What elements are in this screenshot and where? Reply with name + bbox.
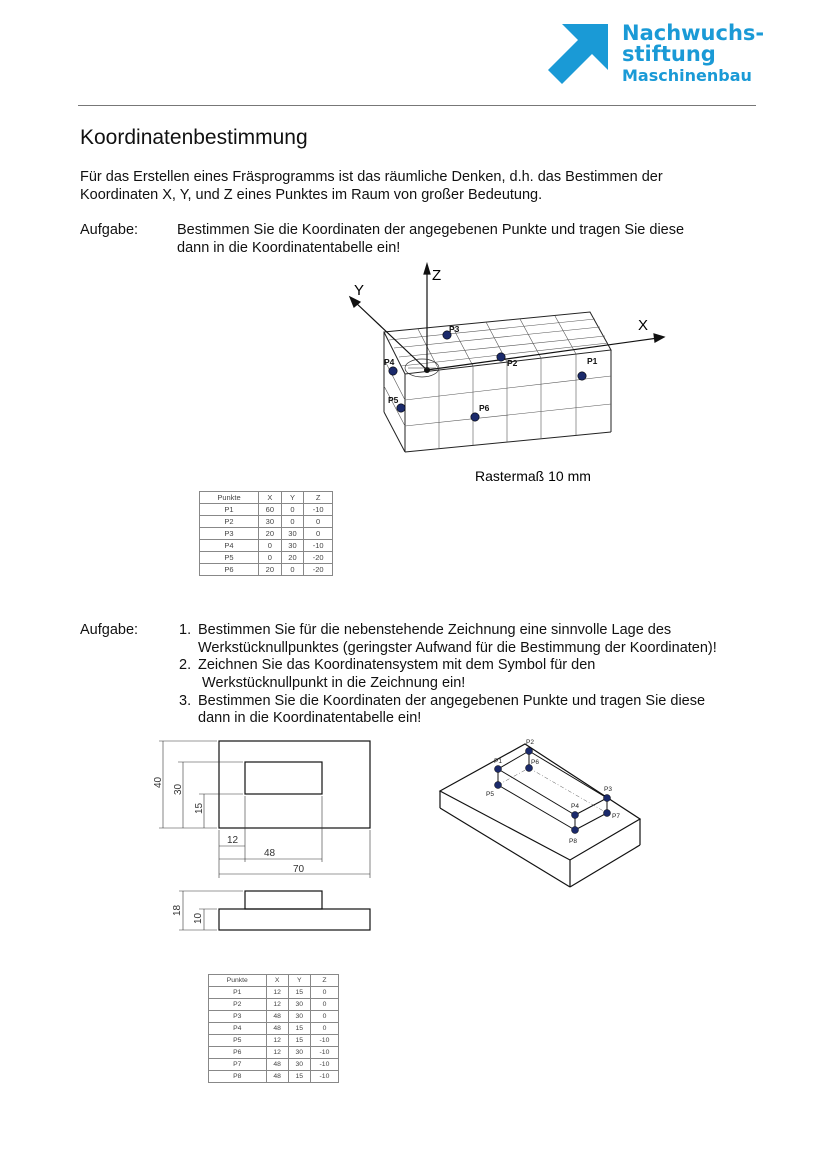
- dim-40: 40: [153, 776, 164, 788]
- dim-18: 18: [172, 904, 183, 916]
- table-row: [200, 504, 333, 516]
- label-p5: P5: [486, 791, 494, 798]
- point-p4: [389, 367, 397, 375]
- table-cell: 30: [281, 540, 304, 552]
- task1-line-1: Bestimmen Sie die Koordinaten der angegebenen Punkte und tragen Sie diese: [177, 222, 685, 238]
- task1-line-2: dann in die Koordinatentabelle ein!: [177, 240, 401, 256]
- isometric-drawing-2: [430, 733, 660, 893]
- coordinate-table-2: [208, 974, 339, 1083]
- header-cell: Punkte: [200, 492, 259, 504]
- label-p6: P6: [531, 759, 539, 766]
- dim-48: 48: [264, 848, 276, 859]
- header-cell: Z: [310, 975, 338, 987]
- table-cell: 30: [288, 999, 310, 1011]
- task2-item-1-num: 1.: [179, 622, 192, 638]
- table-cell: 30: [288, 1059, 310, 1071]
- coordinate-table-1: [199, 491, 333, 576]
- table-cell: P4: [209, 1023, 267, 1035]
- axis-x-label: X: [638, 317, 649, 334]
- table-cell: P5: [209, 1035, 267, 1047]
- header-cell: X: [266, 975, 288, 987]
- table-cell: -10: [304, 540, 333, 552]
- header-rule: [78, 105, 756, 106]
- table-cell: 30: [288, 1011, 310, 1023]
- table-cell: 12: [266, 987, 288, 999]
- table-cell: P3: [209, 1011, 267, 1023]
- table-cell: -10: [310, 1035, 338, 1047]
- header-cell: Y: [288, 975, 310, 987]
- header-cell: Y: [281, 492, 304, 504]
- table-cell: -10: [310, 1059, 338, 1071]
- label-p1: P1: [494, 758, 502, 765]
- table-cell: P6: [209, 1047, 267, 1059]
- task2-label: Aufgabe:: [80, 622, 139, 638]
- table-cell: 48: [266, 1011, 288, 1023]
- figure-1-isometric-block: [340, 262, 670, 492]
- label-p3: P3: [449, 324, 460, 334]
- table-cell: P6: [200, 564, 259, 576]
- dim-70: 70: [293, 864, 305, 875]
- point-p5: [397, 404, 405, 412]
- logo-line-3: Maschinenbau: [622, 66, 752, 85]
- table-cell: 15: [288, 1071, 310, 1083]
- table-cell: 15: [288, 987, 310, 999]
- axis-y-label: Y: [354, 282, 365, 299]
- dim-12: 12: [227, 835, 239, 846]
- table-row: [209, 1011, 339, 1023]
- table-row: [209, 1059, 339, 1071]
- point-p8: [572, 827, 579, 834]
- header-cell: X: [259, 492, 282, 504]
- dim-30: 30: [173, 783, 184, 795]
- dim-15: 15: [194, 802, 205, 814]
- label-p3: P3: [604, 786, 612, 793]
- point-p1: [495, 766, 502, 773]
- header-cell: Punkte: [209, 975, 267, 987]
- table-cell: -10: [310, 1071, 338, 1083]
- label-p4: P4: [571, 803, 579, 810]
- table-cell: 30: [259, 516, 282, 528]
- table-cell: 0: [304, 528, 333, 540]
- table-cell: 0: [281, 516, 304, 528]
- table-cell: 48: [266, 1059, 288, 1071]
- label-p1: P1: [587, 356, 598, 366]
- task2-item-3-line-2: dann in die Koordinatentabelle ein!: [198, 710, 422, 726]
- table-cell: -10: [304, 504, 333, 516]
- table-row: [200, 528, 333, 540]
- table-cell: P5: [200, 552, 259, 564]
- header-cell: Z: [304, 492, 333, 504]
- table-cell: 0: [310, 1023, 338, 1035]
- table-cell: P1: [209, 987, 267, 999]
- table-cell: 0: [310, 999, 338, 1011]
- label-p2: P2: [507, 358, 518, 368]
- label-p6: P6: [479, 403, 490, 413]
- table-cell: P2: [200, 516, 259, 528]
- table-row: [200, 540, 333, 552]
- task2-item-2-line-1: Zeichnen Sie das Koordinatensystem mit dem Symbol für den: [198, 657, 596, 673]
- table-cell: 20: [259, 564, 282, 576]
- table-row: [209, 1047, 339, 1059]
- grid-caption: Rastermaß 10 mm: [475, 468, 591, 484]
- table-cell: P7: [209, 1059, 267, 1071]
- table-cell: -20: [304, 564, 333, 576]
- logo-line-1: Nachwuchs-: [622, 21, 765, 45]
- table-cell: 48: [266, 1071, 288, 1083]
- logo-arrow-icon: [548, 22, 610, 84]
- table-row: [209, 987, 339, 999]
- table-cell: 48: [266, 1023, 288, 1035]
- table-row: [209, 1023, 339, 1035]
- point-p6: [471, 413, 479, 421]
- point-p5: [495, 782, 502, 789]
- page-title: Koordinatenbestimmung: [80, 126, 308, 149]
- table-row: [209, 1071, 339, 1083]
- table-cell: 12: [266, 999, 288, 1011]
- logo: [548, 21, 765, 86]
- table-cell: 0: [259, 540, 282, 552]
- point-p7: [604, 810, 611, 817]
- table-row: [209, 999, 339, 1011]
- point-p4: [572, 812, 579, 819]
- table-cell: 15: [288, 1035, 310, 1047]
- axis-z-label: Z: [432, 267, 442, 284]
- table-row: [200, 564, 333, 576]
- task2-item-2-num: 2.: [179, 657, 192, 673]
- point-p2: [526, 748, 533, 755]
- table-cell: 20: [259, 528, 282, 540]
- table-cell: -20: [304, 552, 333, 564]
- table-header-row: [209, 975, 339, 987]
- table-cell: 15: [288, 1023, 310, 1035]
- task2-item-3-num: 3.: [179, 693, 192, 709]
- table-row: [209, 1035, 339, 1047]
- task2-item-1-line-2: Werkstücknullpunktes (geringster Aufwand für die Bestimmung der Koordinaten)!: [198, 640, 717, 656]
- task2-item-2-line-2: Werkstücknullpunkt in die Zeichnung ein!: [198, 675, 466, 691]
- point-p2: [497, 353, 505, 361]
- label-p5: P5: [388, 395, 399, 405]
- table-cell: 30: [288, 1047, 310, 1059]
- table-cell: 0: [259, 552, 282, 564]
- dim-10: 10: [193, 912, 204, 924]
- table-cell: 12: [266, 1035, 288, 1047]
- table-cell: P1: [200, 504, 259, 516]
- intro-line-1: Für das Erstellen eines Fräsprogramms ist das räumliche Denken, d.h. das Bestimmen der: [80, 169, 663, 185]
- table-cell: 0: [304, 516, 333, 528]
- task2-item-1-line-1: Bestimmen Sie für die nebenstehende Zeichnung eine sinnvolle Lage des: [198, 622, 672, 638]
- label-p7: P7: [612, 813, 620, 820]
- table-cell: 0: [310, 1011, 338, 1023]
- table-row: [200, 552, 333, 564]
- technical-drawing-views: [145, 732, 385, 942]
- table-cell: 0: [310, 987, 338, 999]
- table-cell: 12: [266, 1047, 288, 1059]
- label-p4: P4: [384, 357, 395, 367]
- table-cell: 20: [281, 552, 304, 564]
- table-cell: P3: [200, 528, 259, 540]
- table-cell: 60: [259, 504, 282, 516]
- table-cell: 0: [281, 564, 304, 576]
- task1-label: Aufgabe:: [80, 222, 139, 238]
- label-p2: P2: [526, 739, 534, 746]
- label-p8: P8: [569, 838, 577, 845]
- task2-item-3-line-1: Bestimmen Sie die Koordinaten der angegebenen Punkte und tragen Sie diese: [198, 693, 706, 709]
- table-cell: P4: [200, 540, 259, 552]
- table-cell: P8: [209, 1071, 267, 1083]
- table-cell: 30: [281, 528, 304, 540]
- logo-line-2: stiftung: [622, 42, 716, 66]
- point-p1: [578, 372, 586, 380]
- table-cell: -10: [310, 1047, 338, 1059]
- table-row: [200, 516, 333, 528]
- table-cell: 0: [281, 504, 304, 516]
- point-p3: [604, 795, 611, 802]
- table-cell: P2: [209, 999, 267, 1011]
- intro-line-2: Koordinaten X, Y, und Z eines Punktes im Raum von großer Bedeutung.: [80, 187, 543, 203]
- table-header-row: [200, 492, 333, 504]
